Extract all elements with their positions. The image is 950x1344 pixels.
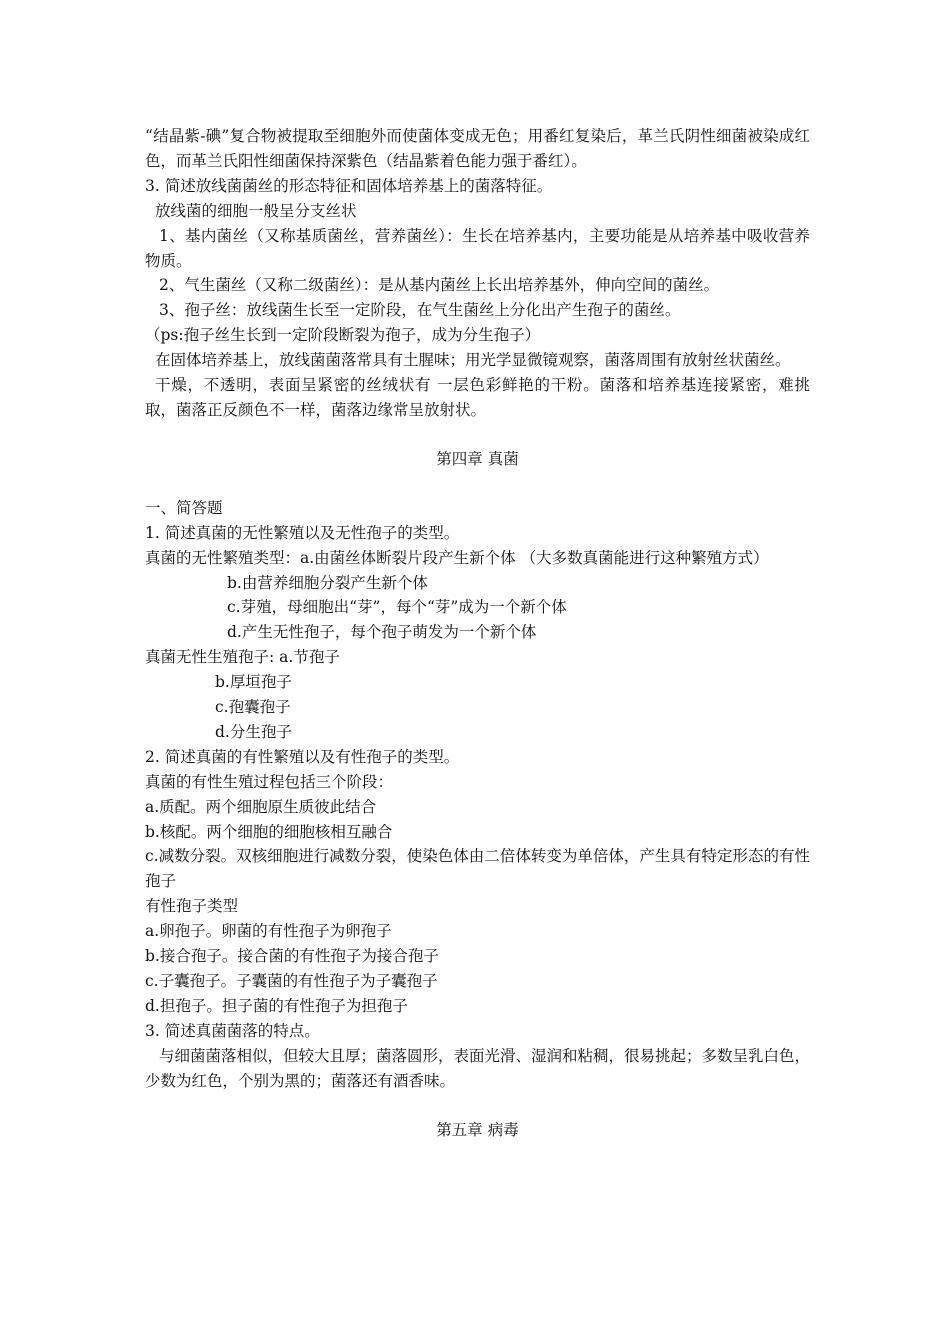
question-fungi-sexual: 2. 简述真菌的有性繁殖以及有性孢子的类型。 (145, 747, 460, 766)
answer-note: （ps:孢子丝生长到一定阶段断裂为孢子，成为分生孢子） (145, 326, 541, 345)
list-item: c.子囊孢子。子囊菌的有性孢子为子囊孢子 (145, 972, 438, 990)
list-item: c.孢囊孢子 (215, 698, 291, 717)
answer-line: 与细菌菌落相似，但较大且厚；菌落圆形，表面光滑、湿润和粘稠，很易挑起；多数呈乳白色，少数为红色，个别为黑的；菌落还有酒香味。 (145, 1046, 811, 1090)
answer-line: 放线菌的细胞一般呈分支丝状 (155, 201, 357, 220)
gram-stain-continuation: “结晶紫-碘”复合物被提取至细胞外而使菌体变成无色；用番红复染后，革兰氏阴性细菌被染成红色，而革兰氏阳性细菌保持深紫色（结晶紫着色能力强于番红）。 (145, 127, 810, 170)
list-item: c.芽殖，母细胞出“芽”，每个“芽”成为一个新个体 (227, 598, 567, 617)
list-item: b.由营养细胞分裂产生新个体 (227, 573, 428, 592)
answer-line: 真菌的无性繁殖类型：a.由菌丝体断裂片段产生新个体 （大多数真菌能进行这种繁殖方式） (145, 548, 769, 567)
list-item: d.担孢子。担子菌的有性孢子为担孢子 (145, 996, 408, 1015)
answer-line: 在固体培养基上，放线菌菌落常具有土腥味；用光学显微镜观察，菌落周围有放射丝状菌丝。 (155, 351, 791, 370)
question-actinomycetes: 3. 简述放线菌菌丝的形态特征和固体培养基上的菌落特征。 (145, 176, 553, 195)
list-item: b.核配。两个细胞的细胞核相互融合 (145, 822, 393, 841)
chapter-title: 第四章 真菌 (436, 449, 519, 468)
list-item: b.接合孢子。接合菌的有性孢子为接合孢子 (145, 947, 439, 966)
list-item: d.产生无性孢子，每个孢子萌发为一个新个体 (227, 623, 537, 642)
list-item: a.质配。两个细胞原生质彼此结合 (145, 797, 377, 816)
question-fungi-colony: 3. 简述真菌菌落的特点。 (145, 1021, 320, 1040)
answer-line: 干燥，不透明，表面呈紧密的丝绒状有 一层色彩鲜艳的干粉。菌落和培养基连接紧密，难挑取，菌落正反颜色不一样，菌落边缘常呈放射状。 (145, 376, 810, 419)
list-item: a.卵孢子。卵菌的有性孢子为卵孢子 (145, 922, 392, 941)
answer-line: 真菌的有性生殖过程包括三个阶段： (145, 772, 394, 791)
chapter-title: 第五章 病毒 (436, 1120, 519, 1139)
answer-line: 1、基内菌丝（又称基质菌丝，营养菌丝）：生长在培养基内，主要功能是从培养基中吸收营养物质。 (145, 226, 810, 270)
answer-line: 2、气生菌丝（又称二级菌丝）：是从基内菌丝上长出培养基外，伸向空间的菌丝。 (159, 276, 720, 295)
answer-line: 有性孢子类型 (145, 897, 239, 916)
list-item: c.减数分裂。双核细胞进行减数分裂，使染色体由二倍体转变为单倍体，产生具有特定形态的有性孢子 (145, 847, 810, 891)
list-item: d.分生孢子 (215, 722, 292, 741)
answer-line: 真菌无性生殖孢子: a.节孢子 (145, 648, 340, 667)
list-item: b.厚垣孢子 (215, 673, 292, 692)
answer-line: 3、孢子丝：放线菌生长至一定阶段，在气生菌丝上分化出产生孢子的菌丝。 (159, 301, 681, 320)
question-fungi-asexual: 1. 简述真菌的无性繁殖以及无性孢子的类型。 (145, 523, 460, 542)
document-page (145, 124, 810, 1142)
section-heading: 一、简答题 (145, 498, 223, 517)
